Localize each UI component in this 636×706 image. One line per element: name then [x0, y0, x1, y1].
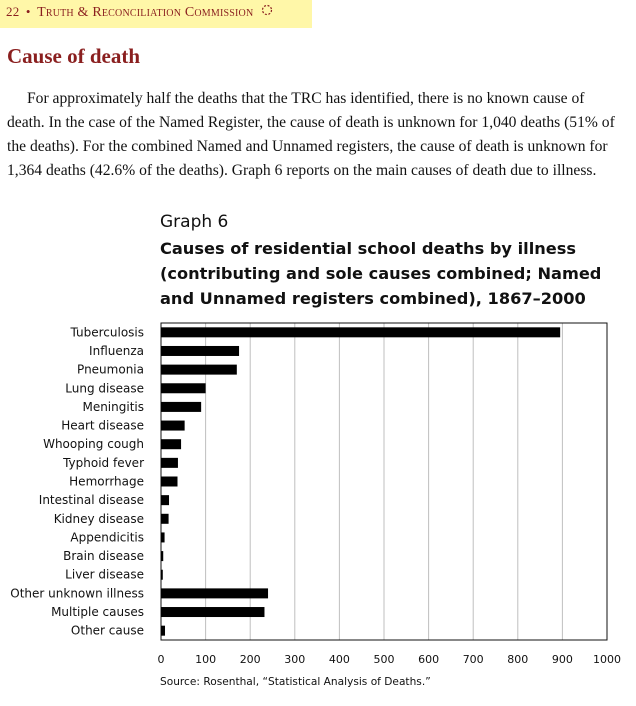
x-tick-label: 1000: [593, 653, 621, 666]
category-label: Meningitis: [82, 399, 144, 414]
bar-appendicitis: [161, 532, 165, 542]
bar-whooping-cough: [161, 439, 181, 449]
chart-source: Source: Rosenthal, “Statistical Analysis of Deaths.”: [160, 676, 431, 688]
x-tick-label: 600: [418, 653, 440, 666]
category-label: Typhoid fever: [63, 455, 144, 470]
category-label: Tuberculosis: [70, 325, 144, 340]
bar-meningitis: [161, 402, 201, 412]
x-tick-label: 400: [328, 653, 350, 666]
bar-tuberculosis: [161, 327, 560, 337]
graph-title: Causes of residential school deaths by illness (contributing and sole causes combined; Named and Unnamed registers combined), 1867–2000: [160, 239, 602, 308]
x-tick-label: 900: [551, 653, 573, 666]
x-tick-label: 0: [157, 653, 165, 666]
publication-name: Truth & Reconciliation Commission: [37, 5, 254, 20]
category-label: Lung disease: [65, 381, 144, 396]
page-number: 22: [6, 4, 20, 19]
category-label: Brain disease: [63, 549, 144, 564]
category-label: Other cause: [70, 623, 144, 638]
bar-brain-disease: [161, 551, 163, 561]
bar-lung-disease: [161, 383, 206, 393]
x-tick-label: 100: [195, 653, 217, 666]
bar-pneumonia: [161, 365, 237, 375]
bar-other-unknown-illness: [161, 588, 268, 598]
x-tick-label: 300: [284, 653, 306, 666]
x-tick-label: 700: [462, 653, 484, 666]
section-title: Cause of death: [7, 44, 141, 68]
body-paragraph: For approximately half the deaths that the TRC has identified, there is no known cause of death. In the case of the Named Register, the cause of death is unknown for 1,040 deaths (51% of the deaths). For the combined Named and Unnamed registers, the cause of death is unknown for 1,364 deaths (42.6% of the deaths). Graph 6 reports on the main causes of death due to illness.: [7, 90, 615, 179]
category-label: Whooping cough: [43, 437, 144, 452]
bar-typhoid-fever: [161, 458, 178, 468]
category-label: Kidney disease: [53, 511, 144, 526]
bar-intestinal-disease: [161, 495, 169, 505]
bar-liver-disease: [161, 570, 163, 580]
category-label: Intestinal disease: [38, 493, 144, 508]
bar-influenza: [161, 346, 239, 356]
bar-kidney-disease: [161, 514, 169, 524]
category-label: Heart disease: [61, 418, 144, 433]
category-label: Multiple causes: [51, 605, 144, 620]
category-label: Influenza: [89, 343, 144, 358]
category-label: Other unknown illness: [10, 586, 144, 601]
category-label: Pneumonia: [77, 362, 144, 377]
category-label: Appendicitis: [70, 530, 144, 545]
x-tick-label: 200: [239, 653, 261, 666]
bullet-separator: •: [25, 4, 31, 19]
category-label: Hemorrhage: [69, 474, 144, 489]
bar-hemorrhage: [161, 477, 178, 487]
bar-multiple-causes: [161, 607, 264, 617]
x-tick-label: 500: [373, 653, 395, 666]
x-tick-label: 800: [507, 653, 529, 666]
graph-label: Graph 6: [160, 212, 229, 232]
bar-other-cause: [161, 626, 165, 636]
category-label: Liver disease: [65, 567, 144, 582]
bar-heart-disease: [161, 421, 185, 431]
